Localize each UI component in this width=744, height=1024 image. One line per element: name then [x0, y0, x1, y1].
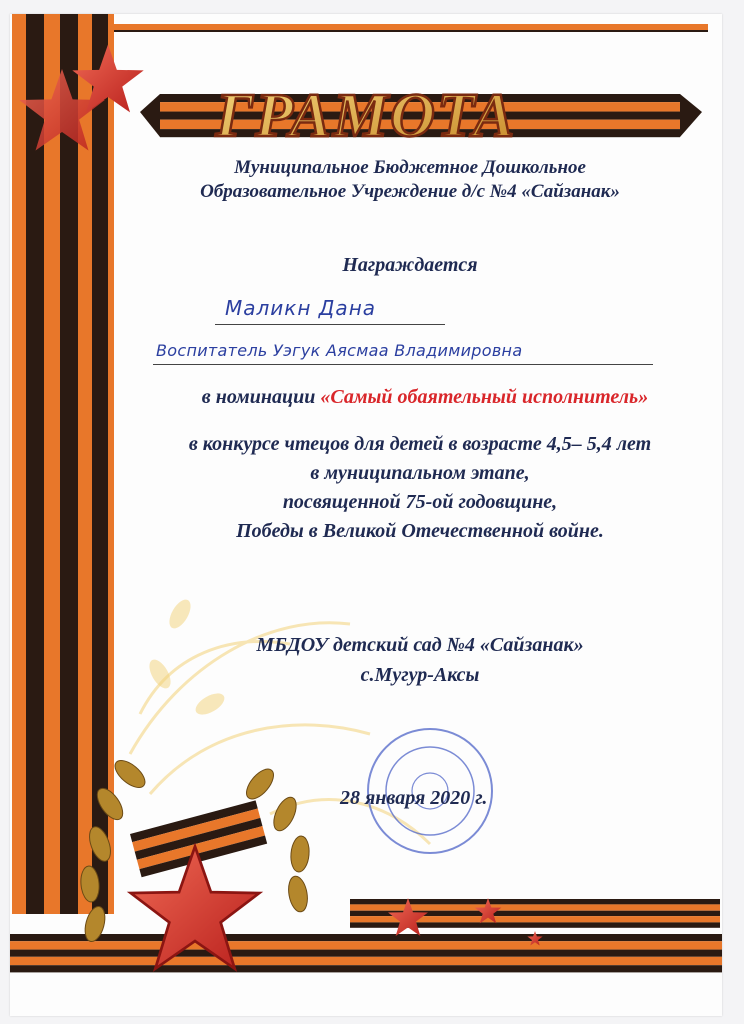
certificate-title: ГРАМОТА [215, 82, 517, 150]
recipient-underline [215, 324, 445, 325]
contest-line3: посвященной 75-ой годовщине, [282, 491, 558, 513]
institution-name: МБДОУ детский сад №4 «Сайзанак» [256, 634, 584, 656]
organization-line2: Образовательное Учреждение д/с №4 «Сайзанак» [200, 181, 620, 202]
recipient-handwritten: Маликн Дана [225, 296, 377, 320]
contest-line1: в конкурсе чтецов для детей в возрасте 4,5– 5,4 лет [188, 433, 652, 455]
organization-block [130, 156, 690, 204]
certificate-date: 28 января 2020 г. [340, 787, 488, 809]
contest-block [120, 430, 720, 546]
contest-line4: Победы в Великой Отечественной войне. [236, 520, 604, 542]
left-ribbon [12, 14, 114, 914]
nomination-line [130, 386, 720, 409]
teacher-handwritten: Воспитатель Уэгук Аясмаа Владимировна [156, 341, 523, 360]
awarded-label: Награждается [342, 254, 478, 276]
nomination-name: «Самый обаятельный исполнитель» [320, 386, 649, 408]
bottom-ribbons [10, 800, 722, 972]
locality: с.Мугур-Аксы [360, 664, 480, 686]
top-border-stripe [110, 24, 708, 30]
organization-line1: Муниципальное Бюджетное Дошкольное [234, 157, 586, 178]
nomination-prefix: в номинации [201, 386, 316, 408]
certificate-page [10, 14, 722, 1016]
teacher-underline [153, 364, 653, 365]
contest-line2: в муниципальном этапе, [310, 462, 530, 484]
institution-block [130, 630, 710, 690]
